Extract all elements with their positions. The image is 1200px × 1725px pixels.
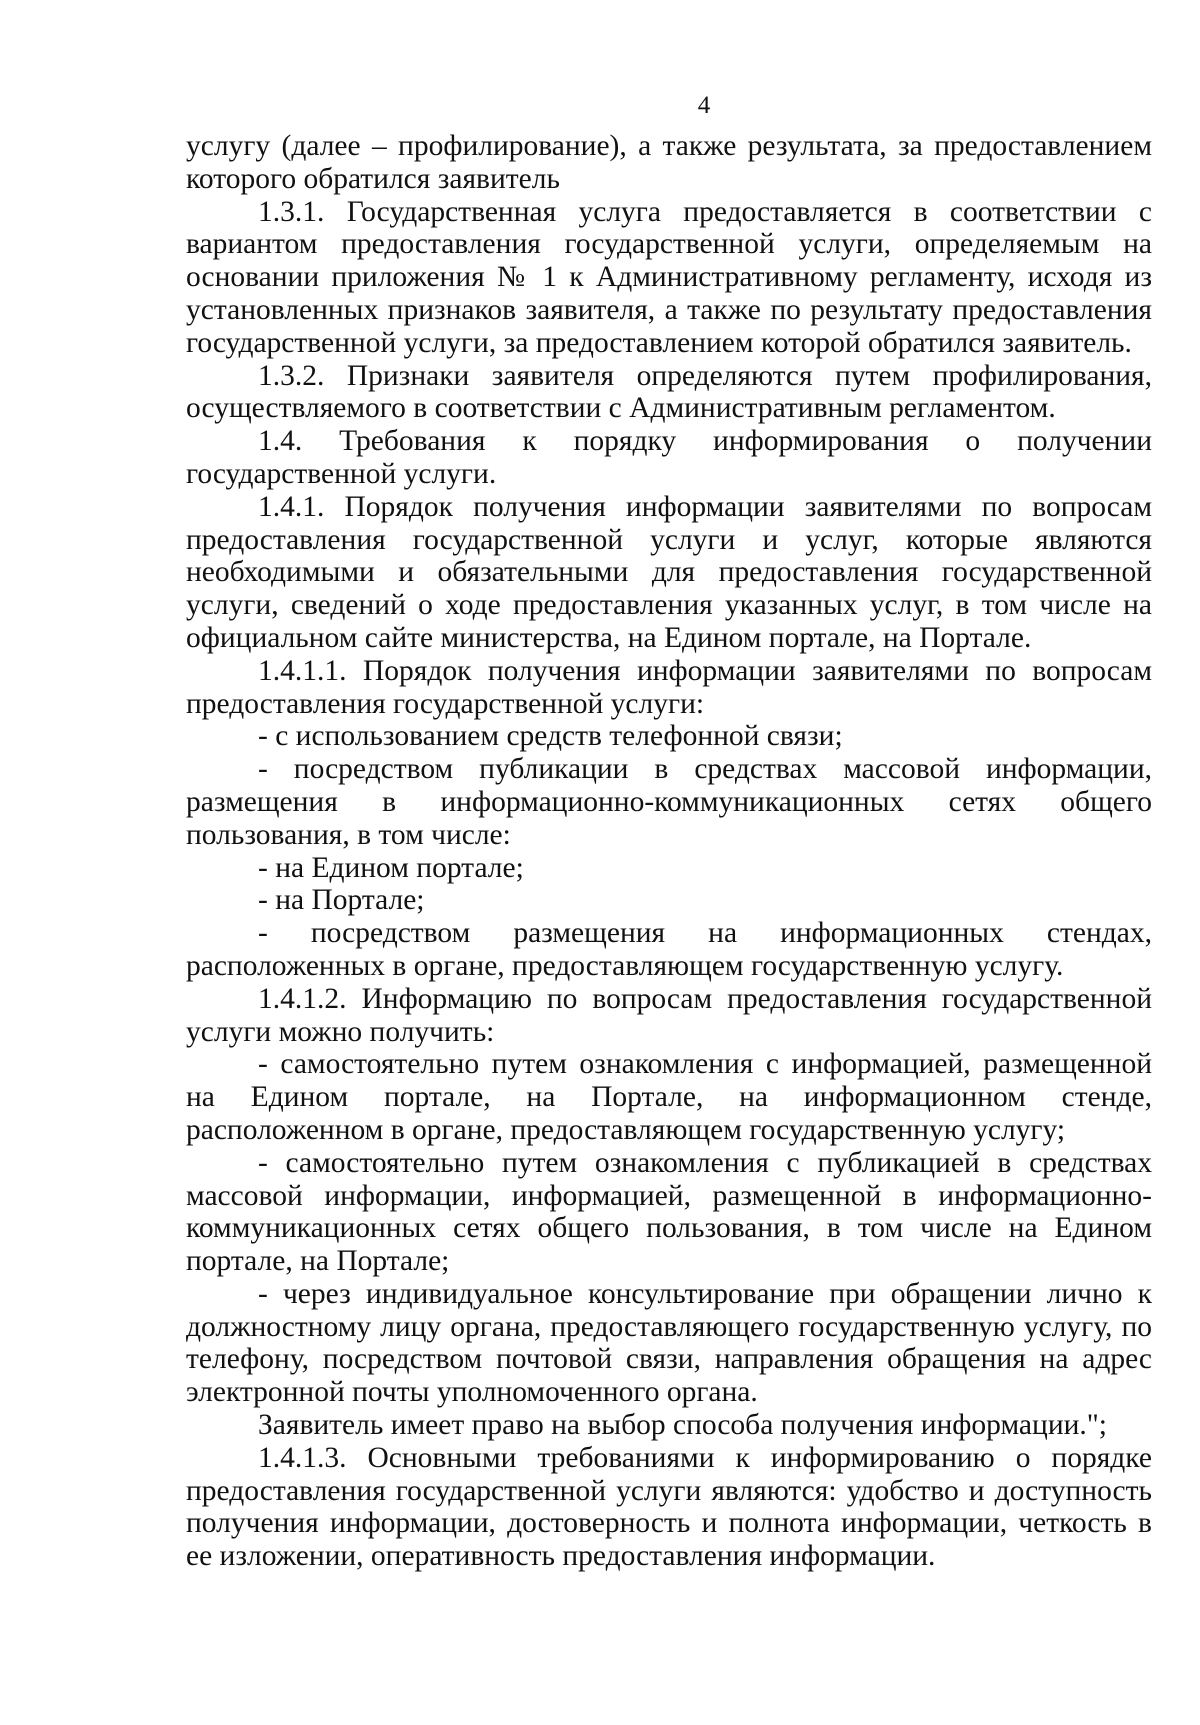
paragraph-1-4-1-1: 1.4.1.1. Порядок получения информации заявителями по вопросам предоставления государственной услуги:	[186, 654, 1152, 720]
list-item-phone: - с использованием средств телефонной связи;	[258, 720, 843, 753]
list-item-media: - посредством публикации в средствах массовой информации, размещения в информационно-коммуникационных сетях общего пользования, в том числе:	[186, 753, 1152, 851]
paragraph-continuation: услугу (далее – профилирование), а также результата, за предоставлением которого обратился заявитель	[186, 130, 1152, 195]
paragraph-1-3-2: 1.3.2. Признаки заявителя определяются путем профилирования, осуществляемого в соответствии с Административным регламентом.	[186, 359, 1152, 425]
paragraph-1-4-1-3: 1.4.1.3. Основными требованиями к информированию о порядке предоставления государственной услуги являются: удобство и доступность получения информации, достоверность и полнота информации, четкость в ее изложении, оперативность предоставления информации.	[186, 1441, 1152, 1573]
list-item-self-info: - самостоятельно путем ознакомления с информацией, размещенной на Едином портале, на Портале, на информационном стенде, расположенном в органе, предоставляющем государственную услугу;	[186, 1048, 1152, 1146]
list-item-unified-portal: - на Едином портале;	[258, 851, 524, 884]
list-item-portal: - на Портале;	[258, 884, 425, 917]
list-item-consultation: - через индивидуальное консультирование при обращении лично к должностному лицу органа, предоставляющего государственную услугу, по телефону, посредством почтовой связи, направления обращения на адрес электронной почты уполномоченного органа.	[186, 1277, 1152, 1409]
page-number: 4	[697, 92, 711, 119]
paragraph-applicant-right: Заявитель имеет право на выбор способа получения информации.";	[258, 1409, 1108, 1442]
list-item-stands: - посредством размещения на информационных стендах, расположенных в органе, предоставляющем государственную услугу.	[186, 917, 1152, 982]
paragraph-1-3-1: 1.3.1. Государственная услуга предоставляется в соответствии с вариантом предоставления государственной услуги, определяемым на основании приложения № 1 к Административному регламенту, исходя из установленных признаков заявителя, а также по результату предоставления государственной услуги, за предоставлением которой обратился заявитель.	[186, 195, 1152, 359]
paragraph-1-4-1: 1.4.1. Порядок получения информации заявителями по вопросам предоставления государственной услуги и услуг, которые являются необходимыми и обязательными для предоставления государственной услуги, сведений о ходе предоставления указанных услуг, в том числе на официальном сайте министерства, на Едином портале, на Портале.	[186, 490, 1152, 654]
list-item-self-publication: - самостоятельно путем ознакомления с публикацией в средствах массовой информации, информацией, размещенной в информационно-коммуникационных сетях общего пользования, в том числе на Едином портале, на Портале;	[186, 1146, 1152, 1278]
paragraph-1-4-1-2: 1.4.1.2. Информацию по вопросам предоставления государственной услуги можно получить:	[186, 982, 1152, 1048]
document-body	[186, 130, 1152, 1573]
paragraph-1-4: 1.4. Требования к порядку информирования о получении государственной услуги.	[186, 425, 1152, 490]
